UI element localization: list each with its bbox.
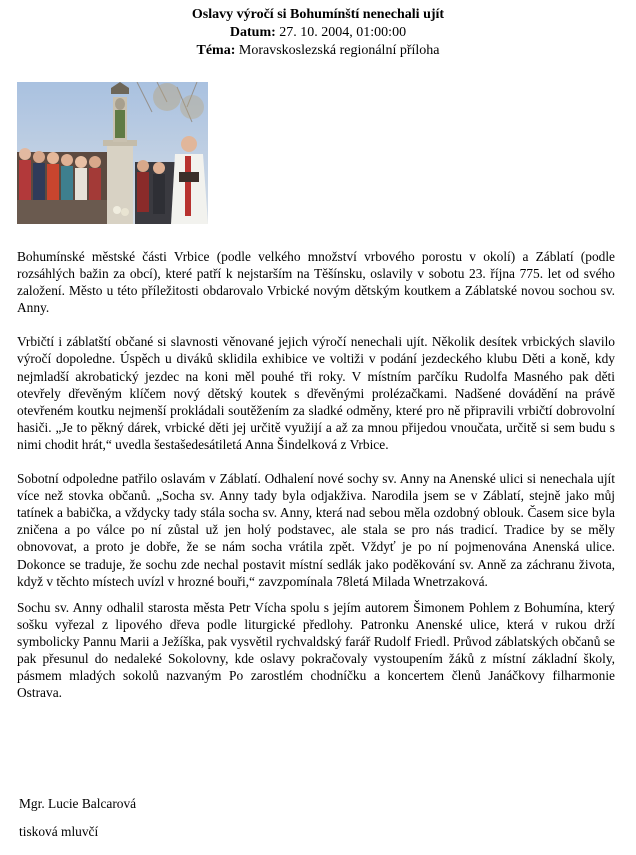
signature-name: Mgr. Lucie Balcarová [19,796,137,811]
date-value: 27. 10. 2004, 01:00:00 [279,25,407,40]
article-header [0,0,636,60]
article-date [0,24,636,42]
article-title: Oslavy výročí si Bohumínští nenechali ujít [191,7,445,22]
topic-value: Moravskoslezská regionální příloha [238,43,440,58]
photo-celebration-statue-icon [17,82,208,224]
article-paragraph: Bohumínské městské části Vrbice (podle velkého množství vrbového porostu v okolí) a Záblatí (podle rozsáhlých bažin za obcí), které patří k nejstarším na Těšínsku, oslavily v sobotu 23. října 775. let od svého založení. Město u této příležitosti obdarovalo Vrbické novým dětským koutkem a Záblatské novou sochou sv. Anny. [17,249,615,316]
article-paragraph: Sobotní odpoledne patřilo oslavám v Záblatí. Odhalení nové sochy sv. Anny na Anenské ulici si nenechala ujít více než stovka občanů. „Socha sv. Anny tady byla odjakživa. Narodila jsem se v Záblatí, stejně jako můj tatínek a babička, a vždycky tady stála socha sv. Anny, která nad sebou měla ozdobný oblouk. Časem sice byla zničena a po válce po ní zůstal už jen holý podstavec, ale stala se pro nás tradicí. Tradice by se měly obnovovat, a proto je dobře, že se nám socha vrátila zpět. Vždyť je po ní pojmenována Anenská ulice. Dokonce se traduje, že sochu zde nechal postavit místní sedlák jako poděkování sv. Anně za záchranu života, když v těchto místech uvízl v hrozné bouři,“ zavzpomínala 78letá Milada Wnetrzaková. [17,471,615,589]
article-photo [17,82,208,224]
article-topic [0,42,636,60]
date-label: Datum: [229,25,276,40]
topic-label: Téma: [196,43,236,58]
article-paragraph: Vrbičtí i záblatští občané si slavnosti věnované jejich výročí nenechali ujít. Několik desítek vrbických slavilo výročí dopoledne. Úspěch u diváků sklidila exhibice ve voltiži v podání jezdeckého klubu Děti a koně, kdy nejmladší akrobatický jezdec na koni měl pouhé tři roky. V místním parčíku Rudolfa Masného pak děti otevřely dřevěným klíčem nový dětský koutek s dřevěnými prolézačkami. Nadšené dovádění na právě otevřeném koutku nejmenší prokládali soutěžením za sladké odměny, které pro ně připravili vrbičtí dobrovolní hasiči. „Je to pěkný dárek, vrbické děti jej určitě využijí a až za mnou přijedou vnoučata, určitě si sem budu s nimi chodit hrát,“ uvedla šestašedesátiletá Anna Šindelková z Vrbice. [17,334,615,452]
article-paragraph: Sochu sv. Anny odhalil starosta města Petr Vícha spolu s jejím autorem Šimonem Pohlem z Bohumína, který sošku vyřezal z lipového dřeva podle liturgické předlohy. Patronku Anenské ulice, která v rukou drží symbolicky Pannu Marii a Ježíška, pak vysvětil rychvaldský farář Rudolf Friedl. Průvod záblatských občanů se pak přesunul do nedaleké Sokolovny, kde oslavy pokračovaly vystoupením žáků z místní základní školy, pásmem mladých sokolů nazvaným Po zarostlém chodníčku a koncertem členů Janáčkovy filharmonie Ostrava. [17,599,615,701]
signature-block [19,795,136,840]
signature-role: tisková mluvčí [19,824,99,839]
article-body [17,248,615,701]
